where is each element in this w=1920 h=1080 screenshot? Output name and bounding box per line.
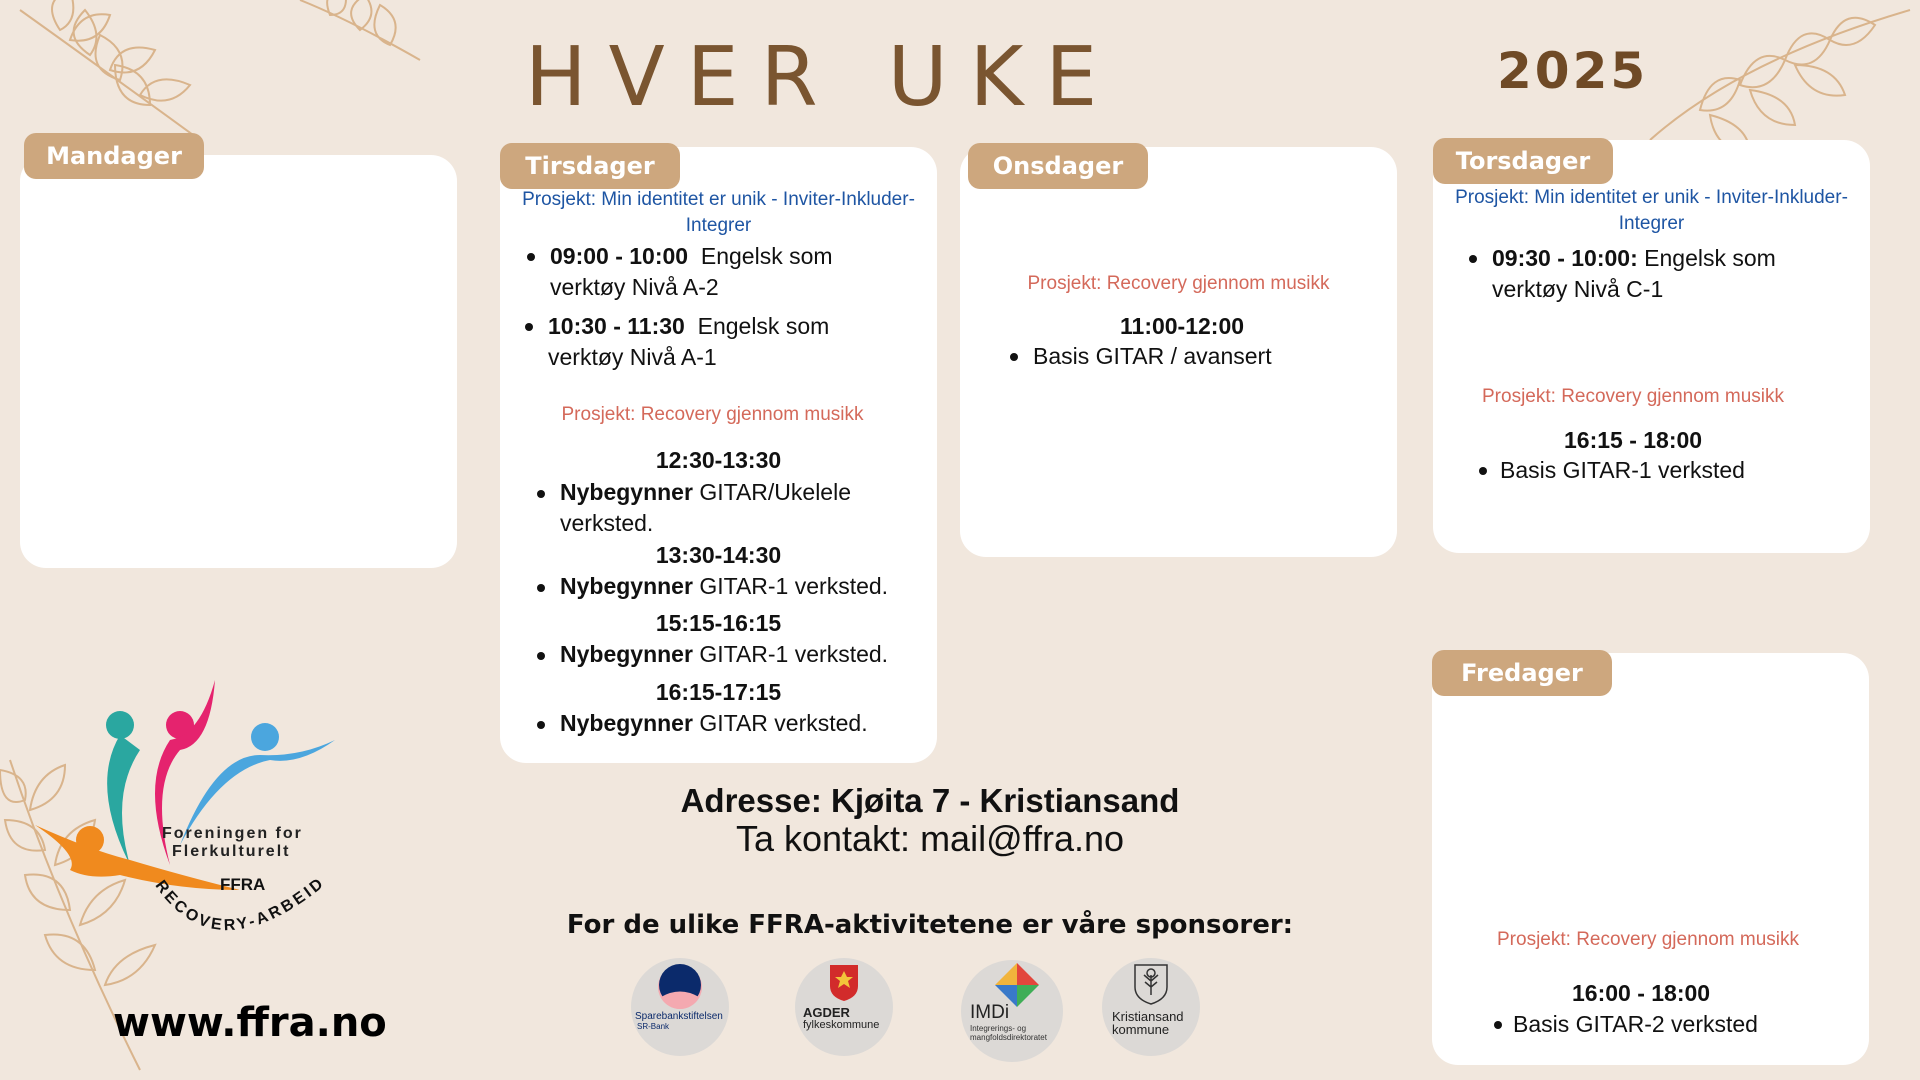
- address: Adresse: Kjøita 7 - Kristiansand: [680, 782, 1180, 819]
- sponsor-imdi[interactable]: IMDi Integrerings- og mangfoldsdirektoratet: [961, 960, 1063, 1062]
- tuesday-session-2-time: 13:30-14:30: [655, 542, 782, 568]
- friday-time: 16:00 - 18:00: [1572, 980, 1711, 1006]
- wednesday-project: Prosjekt: Recovery gjennom musikk: [1027, 273, 1330, 294]
- leaf-decoration-top-right: [1640, 0, 1920, 150]
- bullet: [1479, 467, 1487, 475]
- wednesday-tag: Onsdager: [968, 143, 1148, 189]
- tuesday-project-2: Prosjekt: Recovery gjennom musikk: [561, 404, 864, 425]
- bullet: [1494, 1021, 1502, 1029]
- bullet: [1010, 353, 1018, 361]
- sparebank-logo-icon: [655, 964, 705, 1010]
- tuesday-project-1: Prosjekt: Min identitet er unik - Inviter-Inkluder-Integrer: [522, 189, 915, 236]
- sponsor-sparebankstiftelsen[interactable]: Sparebankstiftelsen SR-Bank: [631, 958, 729, 1056]
- thursday-card: [1433, 140, 1870, 553]
- tuesday-session-3: Nybegynner GITAR-1 verksted.: [560, 641, 889, 667]
- website-link[interactable]: www.ffra.no: [113, 1000, 387, 1046]
- tuesday-item-1: 09:00 - 10:00 Engelsk som verktøy Nivå A-2: [550, 243, 833, 300]
- wednesday-time: 11:00-12:00: [1120, 313, 1245, 339]
- ffra-logo: [30, 675, 350, 975]
- bullet: [527, 253, 535, 261]
- tuesday-session-2: Nybegynner GITAR-1 verksted.: [560, 573, 889, 599]
- logo-line-1: Foreningen for: [162, 825, 303, 842]
- tuesday-session-4-time: 16:15-17:15: [655, 679, 782, 705]
- contact-email[interactable]: Ta kontakt: mail@ffra.no: [735, 818, 1125, 859]
- bullet: [525, 323, 533, 331]
- svg-text:RECOVERY-ARBEID: RECOVERY-ARBEID: [151, 873, 329, 935]
- friday-tag: Fredager: [1432, 650, 1612, 696]
- bullet: [1469, 255, 1477, 263]
- tuesday-card: [500, 147, 937, 763]
- tuesday-item-2: 10:30 - 11:30 Engelsk som verktøy Nivå A-1: [548, 313, 830, 370]
- logo-abbr: FFRA: [220, 875, 266, 894]
- sponsor-kristiansand-kommune[interactable]: Kristiansand kommune: [1102, 958, 1200, 1056]
- logo-line-2: Flerkulturelt: [172, 843, 291, 860]
- tuesday-session-4: Nybegynner GITAR verksted.: [560, 710, 868, 736]
- wednesday-item: Basis GITAR / avansert: [1033, 343, 1272, 369]
- bullet: [537, 652, 545, 660]
- tuesday-session-1: Nybegynner GITAR/Ukelele verksted.: [560, 479, 851, 536]
- page-title: HVER UKE: [525, 30, 1120, 125]
- sponsors-heading: For de ulike FFRA-aktivitetene er våre sponsorer:: [566, 910, 1294, 940]
- friday-card: [1432, 653, 1869, 1065]
- monday-card: [20, 155, 457, 568]
- wednesday-card: [960, 147, 1397, 557]
- sponsor-agder-fylkeskommune[interactable]: AGDER fylkeskommune: [795, 958, 893, 1056]
- logo-arc-text: [125, 825, 365, 975]
- tuesday-session-3-time: 15:15-16:15: [655, 610, 782, 636]
- bullet: [537, 721, 545, 729]
- thursday-project-1: Prosjekt: Min identitet er unik - Inviter-Inkluder-Integrer: [1455, 187, 1848, 234]
- thursday-item-1: 09:30 - 10:00: Engelsk som verktøy Nivå C-1: [1492, 245, 1776, 302]
- friday-item: Basis GITAR-2 verksted: [1513, 1011, 1758, 1037]
- tuesday-session-1-time: 12:30-13:30: [655, 447, 782, 473]
- thursday-tag: Torsdager: [1433, 138, 1613, 184]
- friday-project: Prosjekt: Recovery gjennom musikk: [1497, 929, 1799, 950]
- tuesday-tag: Tirsdager: [500, 143, 680, 189]
- kristiansand-crest-icon: [1133, 963, 1169, 1005]
- agder-shield-icon: [829, 964, 859, 1002]
- bullet: [537, 584, 545, 592]
- imdi-diamond-icon: [995, 963, 1039, 1007]
- thursday-item-2: Basis GITAR-1 verksted: [1500, 457, 1745, 483]
- bullet: [537, 490, 545, 498]
- thursday-project-2: Prosjekt: Recovery gjennom musikk: [1482, 386, 1784, 407]
- leaf-decoration-top-left: [0, 0, 470, 150]
- thursday-time: 16:15 - 18:00: [1564, 427, 1703, 453]
- year-label: 2025: [1497, 42, 1649, 100]
- monday-tag: Mandager: [24, 133, 204, 179]
